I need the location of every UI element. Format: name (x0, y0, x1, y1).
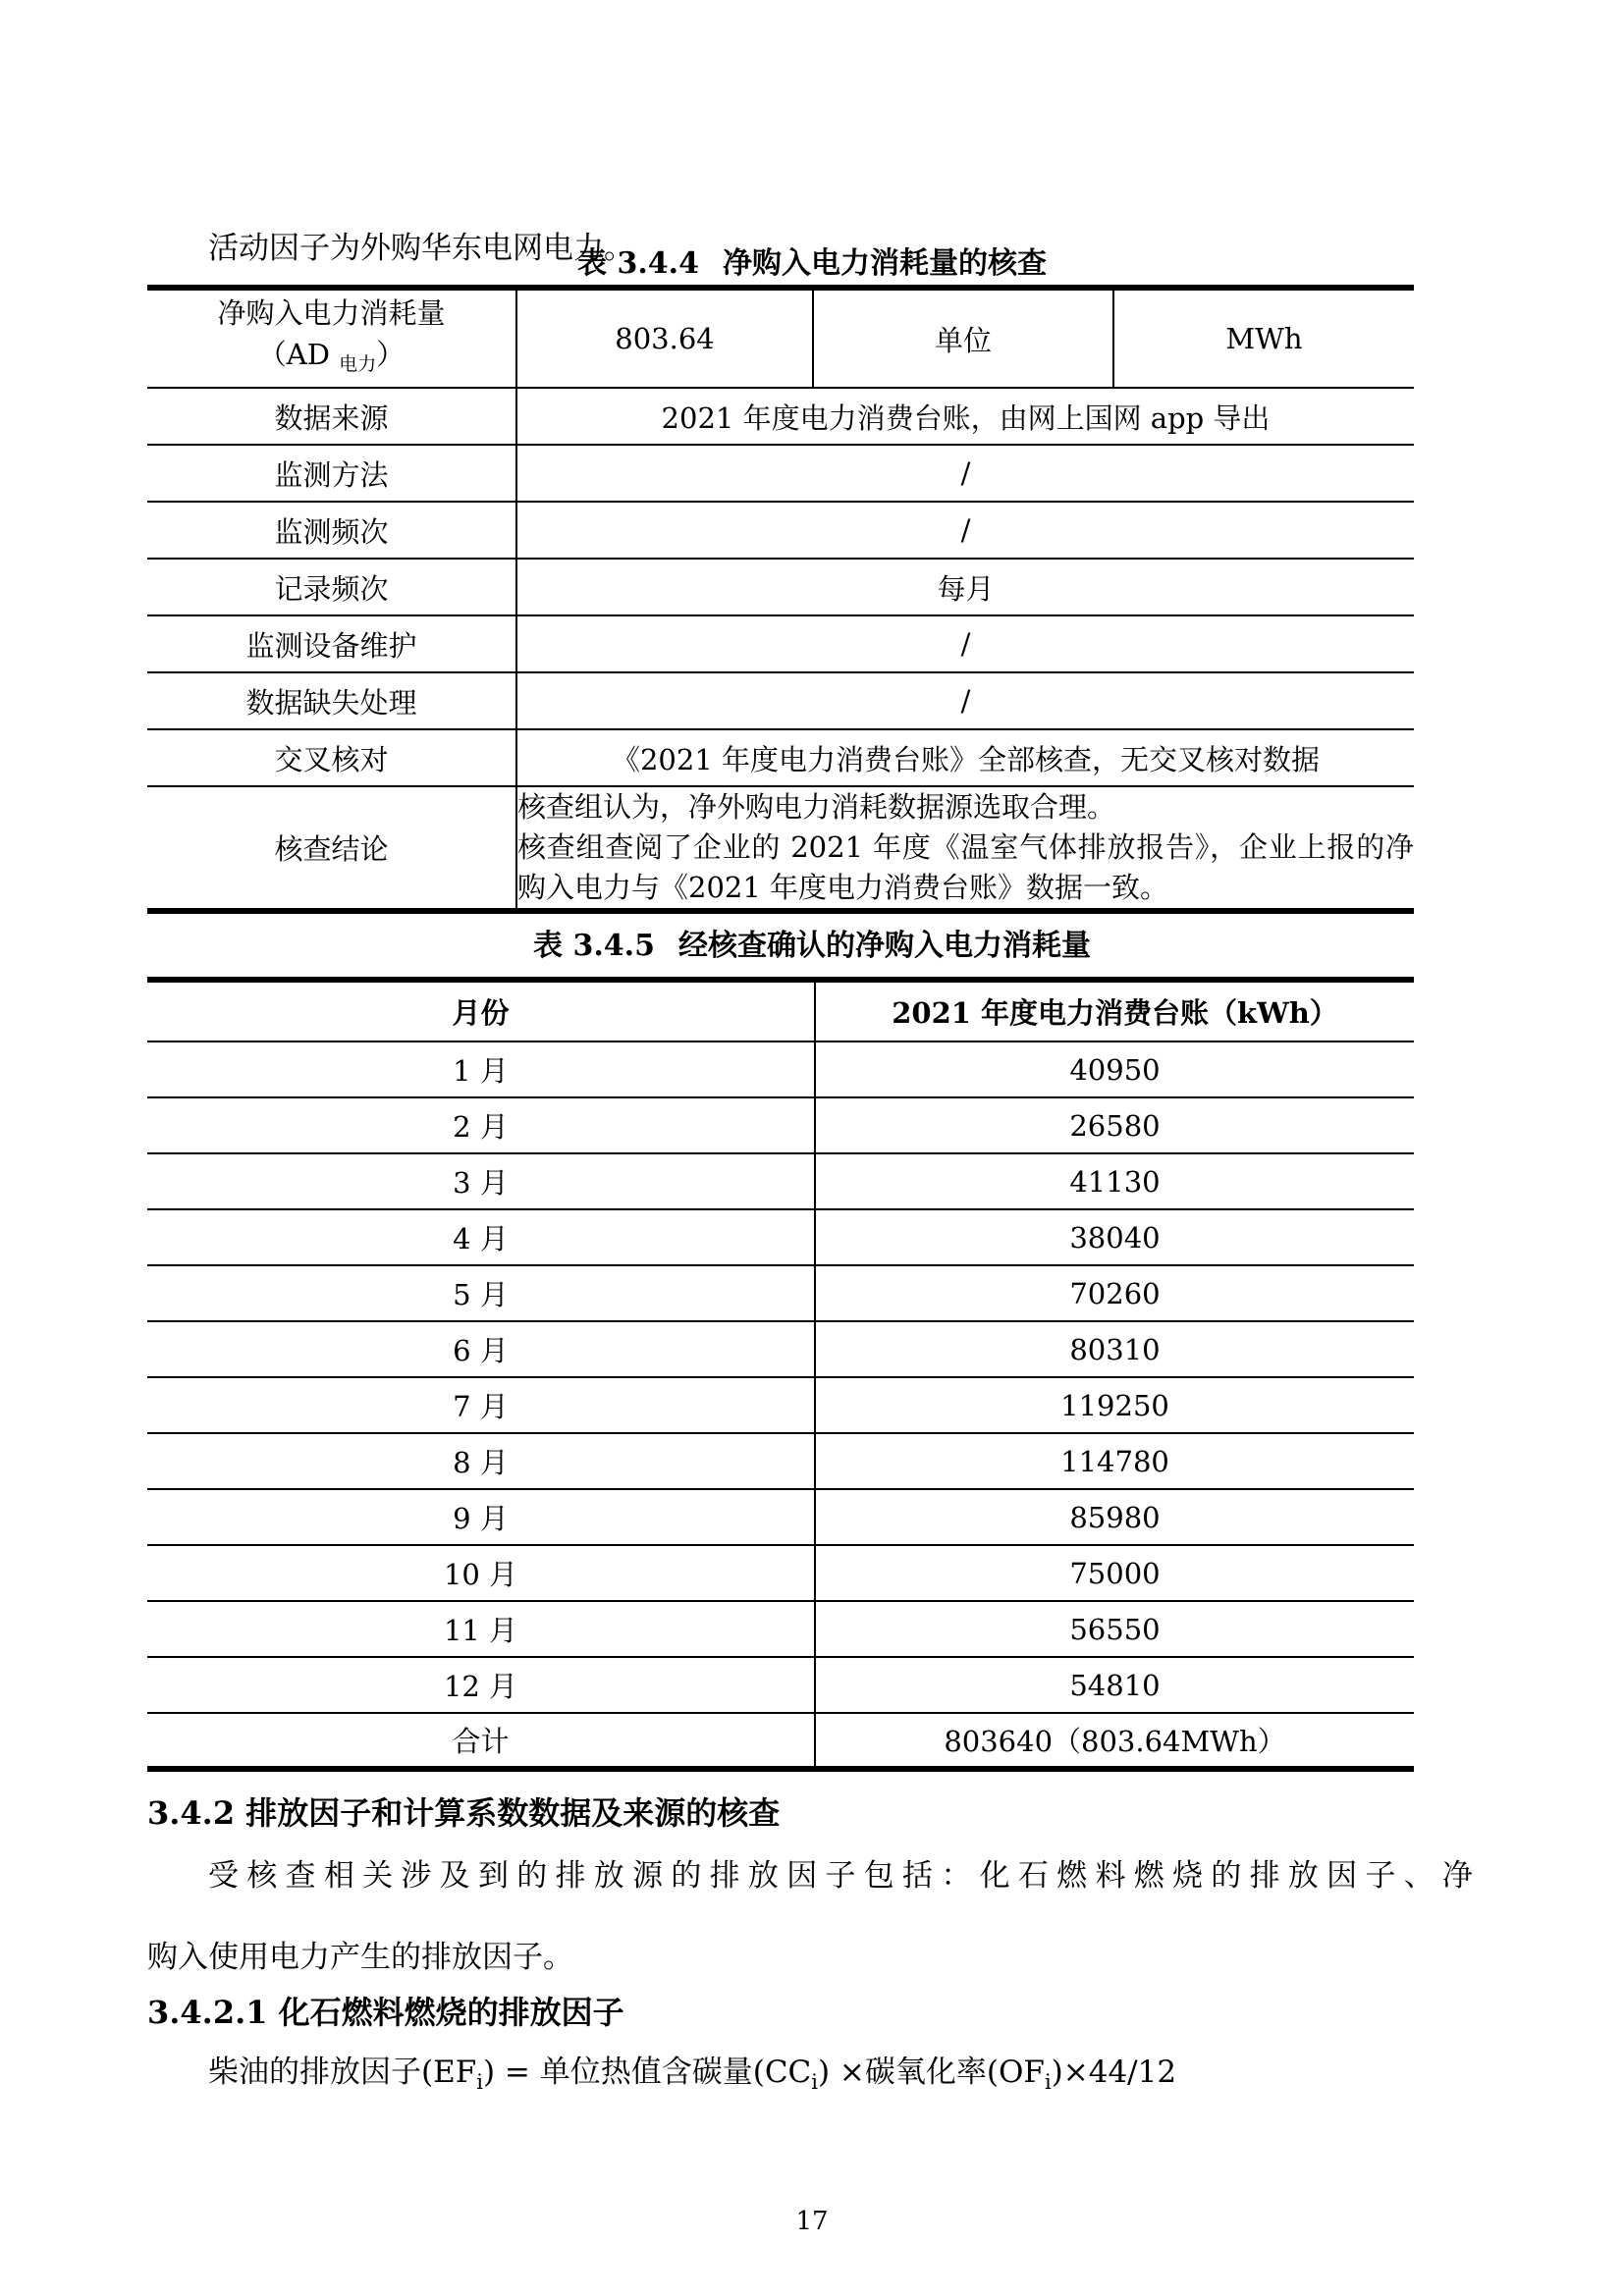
table-row (147, 1377, 1414, 1433)
table-row (147, 1153, 1414, 1209)
month-header-cell: 月份 (147, 980, 815, 1041)
unit-value-cell: MWh (1113, 288, 1414, 388)
value-cell: 80310 (815, 1321, 1414, 1377)
table-row (147, 502, 1414, 559)
table-row (147, 1097, 1414, 1153)
paragraph-line: 购入使用电力产生的排放因子。 (147, 1940, 573, 1975)
table-row (147, 729, 1414, 786)
table-344-caption (0, 239, 1624, 282)
month-cell: 12 月 (147, 1657, 815, 1713)
row-label-line2: （AD $_{电力}$） (257, 338, 406, 375)
month-cell: 8 月 (147, 1433, 815, 1489)
page-number: 17 (795, 2207, 829, 2236)
conclusion-line: 购入电力与《2021 年度电力消费台账》数据一致。 (517, 871, 1169, 904)
value-cell: 75000 (815, 1545, 1414, 1601)
label-cell: 监测频次 (147, 502, 516, 559)
value-cell: 85980 (815, 1489, 1414, 1545)
table-row (147, 559, 1414, 615)
table-row (147, 615, 1414, 672)
value-cell: 41130 (815, 1153, 1414, 1209)
table-row (147, 1041, 1414, 1097)
paragraph-line: 受核查相关涉及到的排放源的排放因子包括：化石燃料燃烧的排放因子、净 (208, 1858, 1473, 1894)
value-cell: 2021 年度电力消费台账，由网上国网 app 导出 (516, 388, 1414, 445)
value-cell: / (516, 672, 1414, 729)
month-cell: 11 月 (147, 1601, 815, 1657)
month-cell: 10 月 (147, 1545, 815, 1601)
value-cell: 26580 (815, 1097, 1414, 1153)
unit-label-cell: 单位 (813, 288, 1113, 388)
intro-paragraph: 活动因子为外购华东电网电力。 (208, 231, 634, 266)
table-row (147, 1657, 1414, 1713)
month-cell: 1 月 (147, 1041, 815, 1097)
label-cell (147, 288, 516, 388)
table-row (147, 786, 1414, 911)
value-cell: 70260 (815, 1265, 1414, 1321)
emission-factor-formula: 柴油的排放因子$(EF_i)$ = 单位热值含碳量$(CC_i)$ ×碳氧化率$(OF_i)\times 44/12$ (208, 2055, 1177, 2095)
value-cell: / (516, 445, 1414, 502)
table-row (147, 1489, 1414, 1545)
table-row (147, 1433, 1414, 1489)
value-cell: 803.64 (516, 288, 813, 388)
month-cell: 3 月 (147, 1153, 815, 1209)
table-345-caption-title: 经核查确认的净购入电力消耗量 (677, 929, 1091, 963)
table-row (147, 1545, 1414, 1601)
table-row (147, 288, 1414, 388)
value-cell: 114780 (815, 1433, 1414, 1489)
subscript-i: i (1044, 2070, 1052, 2095)
month-cell: 6 月 (147, 1321, 815, 1377)
row-label-line1: 净购入电力消耗量 (217, 296, 446, 330)
table-row (147, 1209, 1414, 1265)
ad-subscript: 电力 (339, 353, 377, 375)
value-cell: 119250 (815, 1377, 1414, 1433)
section-heading-342: 3.4.2 排放因子和计算系数数据及来源的核查 (147, 1794, 781, 1832)
value-cell: 每月 (516, 559, 1414, 615)
table-345 (147, 977, 1414, 1772)
table-total-row (147, 1713, 1414, 1769)
table-344-caption-title: 净购入电力消耗量的核查 (722, 246, 1047, 281)
table-row (147, 1265, 1414, 1321)
value-cell: 《2021 年度电力消费台账》全部核查，无交叉核对数据 (516, 729, 1414, 786)
value-cell: 54810 (815, 1657, 1414, 1713)
value-cell: / (516, 615, 1414, 672)
table-row (147, 1321, 1414, 1377)
value-cell: 56550 (815, 1601, 1414, 1657)
table-row (147, 672, 1414, 729)
table-row (147, 1601, 1414, 1657)
month-cell: 2 月 (147, 1097, 815, 1153)
conclusion-line: 核查组查阅了企业的 2021 年度《温室气体排放报告》，企业上报的净 (517, 830, 1414, 864)
conclusion-line: 核查组认为，净外购电力消耗数据源选取合理。 (517, 790, 1116, 824)
subscript-i: i (476, 2070, 483, 2095)
label-cell: 交叉核对 (147, 729, 516, 786)
subscript-i: i (811, 2070, 818, 2095)
value-cell: / (516, 502, 1414, 559)
value-cell: 38040 (815, 1209, 1414, 1265)
table-header-row (147, 980, 1414, 1041)
label-cell: 记录频次 (147, 559, 516, 615)
label-cell: 核查结论 (147, 786, 516, 911)
month-cell: 5 月 (147, 1265, 815, 1321)
table-345-caption-number: 表 3.4.5 (533, 929, 655, 963)
month-cell: 4 月 (147, 1209, 815, 1265)
table-344-caption-number: 表 3.4.4 (577, 246, 699, 281)
body-paragraph (147, 1850, 1473, 1976)
month-cell: 7 月 (147, 1377, 815, 1433)
table-344 (147, 285, 1414, 914)
table-345-caption (0, 921, 1624, 964)
label-cell: 监测设备维护 (147, 615, 516, 672)
section-heading-3421: 3.4.2.1 化石燃料燃烧的排放因子 (147, 1994, 624, 2031)
total-value-cell: 803640（803.64MWh） (944, 1725, 1286, 1758)
value-cell: 40950 (815, 1041, 1414, 1097)
month-cell: 9 月 (147, 1489, 815, 1545)
label-cell: 数据缺失处理 (147, 672, 516, 729)
label-cell: 监测方法 (147, 445, 516, 502)
table-row (147, 445, 1414, 502)
conclusion-cell (516, 786, 1414, 911)
value-header-cell: 2021 年度电力消费台账（kWh） (815, 980, 1414, 1041)
label-cell: 数据来源 (147, 388, 516, 445)
total-label-cell: 合计 (147, 1713, 815, 1769)
table-row (147, 388, 1414, 445)
